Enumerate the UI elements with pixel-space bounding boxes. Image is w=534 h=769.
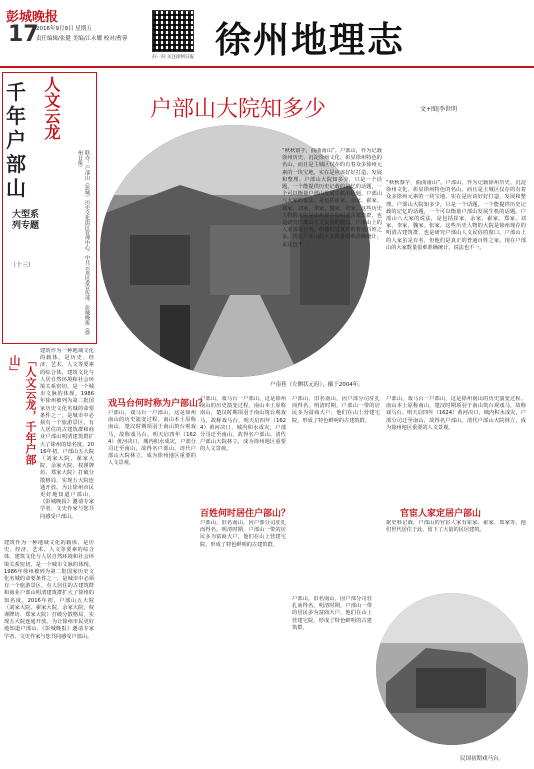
series-issue: （十三） (10, 262, 35, 269)
historic-photo-graphic (376, 593, 528, 745)
text-col3: 户部山，旧名南山，因户部分司驻扎而得名。明清时期，户部山一带的居民多为富商大户，他们在山上营建宅院，形成了特色鲜明的古建筑群。 (292, 396, 380, 424)
editor-line: 责任编辑/张健 美编/江永耀 校对/曹蓉 (36, 36, 128, 42)
qr-caption: 扫一扫 关注徐州日报 (152, 55, 194, 60)
heading-q1: 戏马台何时称为户部山？ (108, 399, 208, 409)
series-partners: 联办：户部山（彭城）历史文化街区管理中心、中共云龙区委宣传部、彭城晚报（徐州日报） (77, 150, 90, 335)
text-q3: 据史料记载，户部山的官宦人家有崔家、翟家、郑家等，他们世代居住于此，留下了大量的民居建筑。 (386, 520, 526, 534)
heading-q2: 百姓何时居住户部山？ (200, 509, 291, 519)
series-title: 千年户部山 (6, 80, 26, 200)
historic-photo (376, 593, 528, 745)
intro-text-cont: “秋秋寮芋，曲曲南山”。户部山，作为记载徐州历史、沉淀徐州文化、彰显徐州特色的名山，而且是主城区仅存的有着众多徐州元素的一块宝地，实在是应该好好打造、发展和整理。户部山大院知多少，只是一个话题，一个能提供历史记载的记忆的话题，一个可以衡量户部山发展生机的话题。户部山八大家的说法，是包括崔家、余家、翟家、郑家、刘家、李家、魏家、张家。这些历史人物的大院是徐州现存的明清古建筑群，也是研究户部山人文民俗的窗口。户部山上的人家虽是有名，但他们是真正的普通百姓之家。现在户部山的大家数量很难准确统计，说法也不一。 (386, 180, 526, 251)
photo-caption-1: 户南巷（左侧状元府），摄于2004年。 (270, 382, 364, 388)
page-number: 17 (8, 22, 39, 47)
photo-caption-2: 民国初期戏马台。 (460, 756, 505, 762)
sidebar-text: 建筑作为一种地域文化的载体，是历史、经济、艺术、人文等要素的综合体，建筑文化与人居自然环境和社会环境关系密切，是一个城市文脉的体现。1986年徐州被列为第二批国家历史文化名城的命要条件之一，是城市中必须有一个旅游景区，有人居住的古建筑群和商业户部山明清建筑群扩大了徐州的知名度。2016年初，户部山五大院（刘家大院、翟家大院、余家大院、权谨牌坊、郑家大院）打破分散格局，实现五大院连通开放。为让徐州市民更好地知道户部山，《彭城晚报》邀请专家学者、文史作家与您共同感受户部山。 (40, 348, 94, 520)
text-col4: 户部山，戏马台一户部山，这是徐州南山的历史演变过程。南山本土原称南山，楚汉时期项羽于南山筑台观戏马，故称戏马台。明天启四年（1624）黄河决口，城内积水成灾，户部分司迁至南山，故得名户部山。清代户部山大院林立，成为徐州地区重要的人文景观。 (386, 396, 526, 431)
date-line: 2016年9月9日 星期五 (36, 26, 92, 32)
series-category: 人文云龙 (42, 76, 61, 140)
text-col3b: 户部山，旧名南山，因户部分司驻扎而得名。明清时期，户部山一带的居民多为富商大户，他们在山上营建宅院，形成了特色鲜明的古建筑群。 (292, 596, 372, 631)
paper-logo: 彭城晚报 (6, 10, 59, 25)
series-subtitle: 大型系列专题 (12, 210, 40, 231)
sidebar-title: 「人文云龙，千年户部山」 (8, 355, 37, 465)
header-rule (0, 66, 534, 68)
sidebar-text-cont: 建筑作为一种地域文化的载体，是历史、经济、艺术、人文等要素的综合体，建筑文化与人居自然环境和社会环境关系密切，是一个城市文脉的体现。1986年徐州被列为第二批国家历史文化名城的命要条件之一，是城市中必须有一个旅游景区，有人居住的古建筑群和商业户部山明清建筑群扩大了徐州的知名度。2016年初，户部山五大院（刘家大院、翟家大院、余家大院、权谨牌坊、郑家大院）打破分散格局，实现五大院连通开放。为让徐州市民更好地知道户部山，《彭城晚报》邀请专家学者、文史作家与您共同感受户部山。 (4, 540, 94, 640)
qr-code-icon (152, 10, 194, 52)
text-q1-cont: 户部山，戏马台一户部山，这是徐州南山的历史演变过程。南山本土原称南山，楚汉时期项羽于南山筑台观戏马，故称戏马台。明天启四年（1624）黄河决口，城内积水成灾，户部分司迁至南山，故得名户部山。清代户部山大院林立，成为徐州地区重要的人文景观。 (200, 396, 286, 453)
text-q1: 户部山，戏马台一户部山，这是徐州南山的历史演变过程。南山本土原称南山，楚汉时期项羽于南山筑台观戏马，故称戏马台。明天启四年（1624）黄河决口，城内积水成灾，户部分司迁至南山，故得名户部山。清代户部山大院林立，成为徐州地区重要的人文景观。 (108, 410, 196, 467)
column-title: 徐州地理志 (215, 19, 406, 61)
byline: 文+图|李世明 (420, 106, 458, 113)
intro-text: “秋秋寮芋，曲曲南山”。户部山，作为记载徐州历史、沉淀徐州文化、彰显徐州特色的名山，而且是主城区仅存的有着众多徐州元素的一块宝地，实在是应该好好打造、发展和整理。户部山大院知多少，只是一个话题，一个能提供历史记载的记忆的话题，一个可以衡量户部山发展生机的话题。户部山八大家的说法，是包括崔家、余家、翟家、郑家、刘家、李家、魏家、张家。这些历史人物的大院是徐州现存的明清古建筑群，也是研究户部山人文民俗的窗口。户部山上的人家虽是有名，但他们是真正的普通百姓之家。现在户部山的大家数量很难准确统计，说法也不一。 (282, 148, 382, 248)
text-q2: 户部山，旧名南山，因户部分司驻扎而得名。明清时期，户部山一带的居民多为富商大户，他们在山上营建宅院，形成了特色鲜明的古建筑群。 (200, 520, 286, 548)
heading-q3: 官宦人家定居户部山 (400, 509, 482, 519)
article-title: 户部山大院知多少 (150, 97, 327, 122)
